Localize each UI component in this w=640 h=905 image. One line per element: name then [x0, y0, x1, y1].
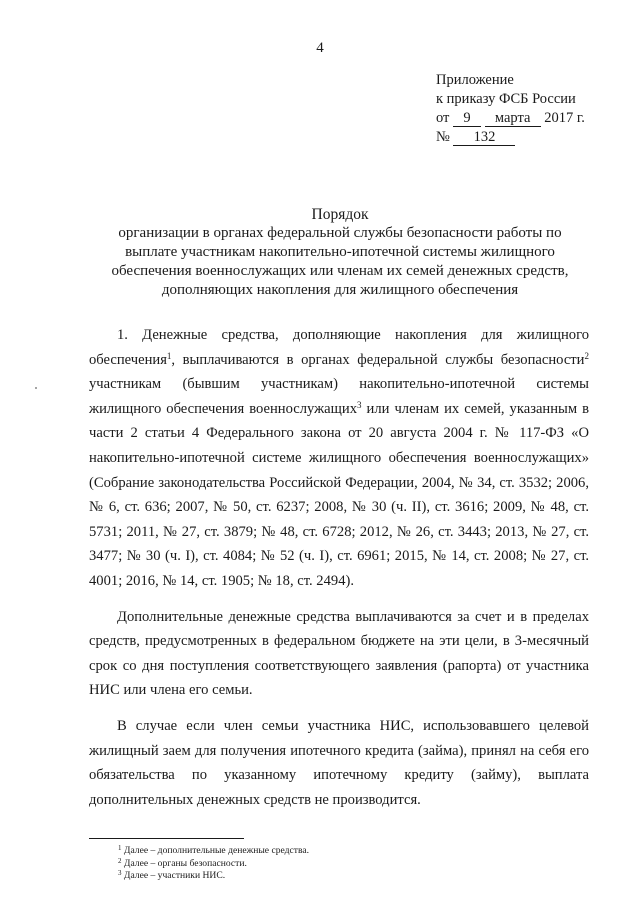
date-year: 2017 г.: [544, 110, 585, 126]
page-number: 4: [316, 40, 324, 56]
appendix-number-line: [436, 128, 585, 147]
paragraph-2: Дополнительные денежные средства выплачиваются за счет и в пределах средств, предусмотренных в федеральном бюджете на эти цели, в 3-месячный срок со дня поступления соответствующего заявления (рапорта) от участника НИС или члена его семьи.: [89, 608, 589, 699]
footnote-mark: 1: [118, 844, 122, 852]
paragraph-1-text-a: 1. Денежные средства, дополняющие накопления для жилищного обеспечения: [89, 327, 589, 368]
number-prefix: №: [436, 129, 450, 145]
footnote-ref-1: 1: [166, 350, 172, 361]
paragraph-1-text-b: , выплачиваются в органах федеральной службы безопасности: [171, 351, 585, 368]
appendix-order-ref: к приказу ФСБ России: [436, 91, 576, 107]
footnote-item: [118, 845, 309, 858]
title-line: выплате участникам накопительно-ипотечной системы жилищного: [125, 244, 555, 260]
title-line: дополняющих накопления для жилищного обеспечения: [161, 282, 519, 298]
footnote-divider: [89, 838, 244, 839]
footnote-mark: 3: [118, 869, 122, 877]
appendix-label: Приложение: [436, 72, 514, 88]
title-line: организации в органах федеральной службы безопасности работы по: [118, 225, 562, 241]
footnote-ref-2: 2: [584, 350, 589, 361]
paragraph-3: В случае если член семьи участника НИС, использовавшего целевой жилищный заем для получения ипотечного кредита (займа), принял на себя его обязательства по указанному ипотечному кредиту (займу), выплата дополнительных денежных средств не производится.: [89, 717, 589, 808]
paragraph-1: [89, 323, 589, 594]
footnote-ref-3: 3: [357, 399, 362, 410]
scan-speck: [35, 387, 37, 389]
footnote-mark: 2: [118, 856, 122, 865]
date-prefix: от: [436, 110, 450, 126]
title-line: обеспечения военнослужащих или членам их семей денежных средств,: [111, 263, 569, 279]
order-number: 132: [453, 129, 515, 146]
date-month: марта: [485, 110, 541, 127]
date-day: 9: [453, 110, 481, 127]
document-title: [60, 205, 620, 300]
footnote-text: Далее – органы безопасности.: [121, 857, 247, 869]
footnote-item: [118, 858, 309, 871]
footnote-text: Далее – дополнительные денежные средства.: [121, 845, 310, 856]
footnote-text: Далее – участники НИС.: [121, 870, 226, 881]
paragraph-1-text-c: участникам (бывшим участникам) накопительно-ипотечной системы жилищного обеспечения военнослужащих: [89, 376, 589, 417]
appendix-block: [436, 71, 585, 147]
document-body: [89, 323, 589, 812]
paragraph-1-text-d: или членам их семей, указанным в части 2 статьи 4 Федерального закона от 20 августа 2004 г. № 117-ФЗ «О накопительно-ипотечной системе жилищного обеспечения военнослужащих» (Собрание законодательства Российской Федерации, 2004, № 34, ст. 3532; 2006, № 6, ст. 636; 2007, № 50, ст. 6237; 2008, № 30 (ч. II), ст. 3616; 2009, № 48, ст. 5731; 2011, № 27, ст. 3879; № 48, ст. 6728; 2012, № 26, ст. 3443; 2013, № 27, ст. 3477; № 30 (ч. I), ст. 4084; № 52 (ч. I), ст. 6961; 2015, № 14, ст. 2008; № 27, ст. 4001; 2016, № 14, ст. 1905; № 18, ст. 2494).: [89, 400, 590, 589]
appendix-date-line: [436, 109, 585, 128]
title-main: Порядок: [311, 206, 369, 223]
footnotes: [118, 845, 309, 883]
footnote-item: [118, 870, 309, 883]
